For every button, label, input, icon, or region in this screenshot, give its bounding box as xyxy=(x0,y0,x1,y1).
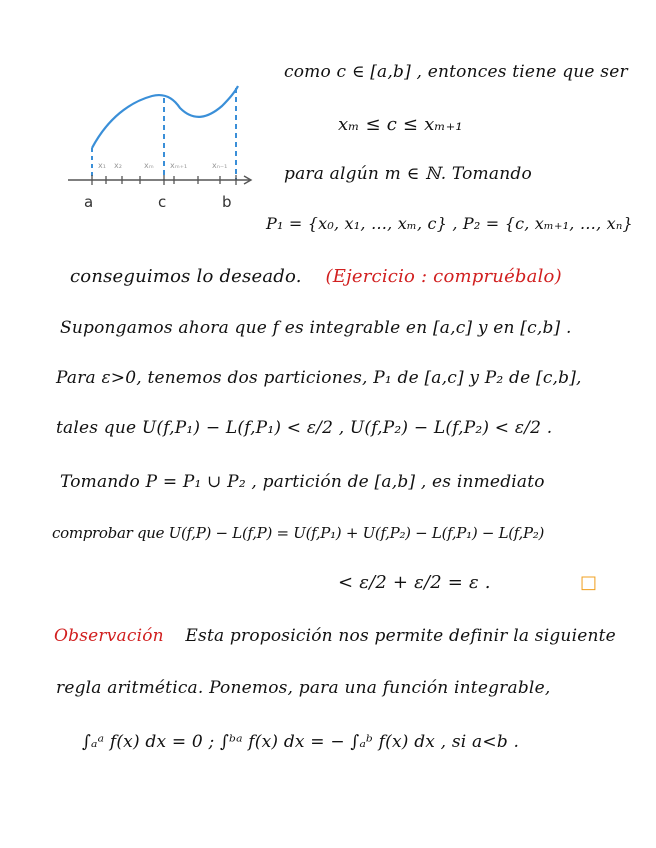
line-11-text: < ε/2 + ε/2 = ε . xyxy=(338,572,491,593)
line-11 xyxy=(338,572,491,593)
sub-label-3: xₘ xyxy=(144,161,154,170)
exercise-note: (Ejercicio : compruébalo) xyxy=(325,266,562,287)
axis-label-c: c xyxy=(158,193,167,211)
line-6: Supongamos ahora que f es integrable en [a,c] y en [c,b] . xyxy=(60,318,572,338)
line-5-text: conseguimos lo deseado. xyxy=(70,266,302,287)
sub-label-5: xₙ₋₁ xyxy=(212,161,228,170)
line-14: ∫ₐᵃ f(x) dx = 0 ; ∫ᵇᵃ f(x) dx = − ∫ₐᵇ f(x) dx , si a<b . xyxy=(82,732,520,752)
line-13: regla aritmética. Ponemos, para una función integrable, xyxy=(56,678,551,698)
line-12-text: Esta proposición nos permite definir la siguiente xyxy=(185,626,616,646)
sub-label-1: x₁ xyxy=(98,161,106,170)
axis-label-b: b xyxy=(222,193,232,211)
line-10: comprobar que U(f,P) − L(f,P) = U(f,P₁) + U(f,P₂) − L(f,P₁) − L(f,P₂) xyxy=(52,524,545,542)
line-5 xyxy=(70,266,562,287)
line-3: para algún m ∈ ℕ. Tomando xyxy=(284,164,532,184)
line-4: P₁ = {x₀, x₁, …, xₘ, c} , P₂ = {c, xₘ₊₁, …, xₙ} xyxy=(266,214,633,233)
line-2: xₘ ≤ c ≤ xₘ₊₁ xyxy=(338,114,463,135)
line-9: Tomando P = P₁ ∪ P₂ , partición de [a,b] , es inmediato xyxy=(60,472,545,492)
line-8: tales que U(f,P₁) − L(f,P₁) < ε/2 , U(f,P₂) − L(f,P₂) < ε/2 . xyxy=(56,418,553,438)
sub-label-4: xₘ₊₁ xyxy=(170,161,188,170)
observation-label: Observación xyxy=(54,626,164,646)
axis-label-a: a xyxy=(84,193,94,211)
line-7: Para ε>0, tenemos dos particiones, P₁ de [a,c] y P₂ de [c,b], xyxy=(56,368,582,388)
qed-box-icon: □ xyxy=(580,572,598,593)
sub-label-2: x₂ xyxy=(114,161,122,170)
line-1: como c ∈ [a,b] , entonces tiene que ser xyxy=(284,62,628,82)
line-12 xyxy=(54,626,616,646)
